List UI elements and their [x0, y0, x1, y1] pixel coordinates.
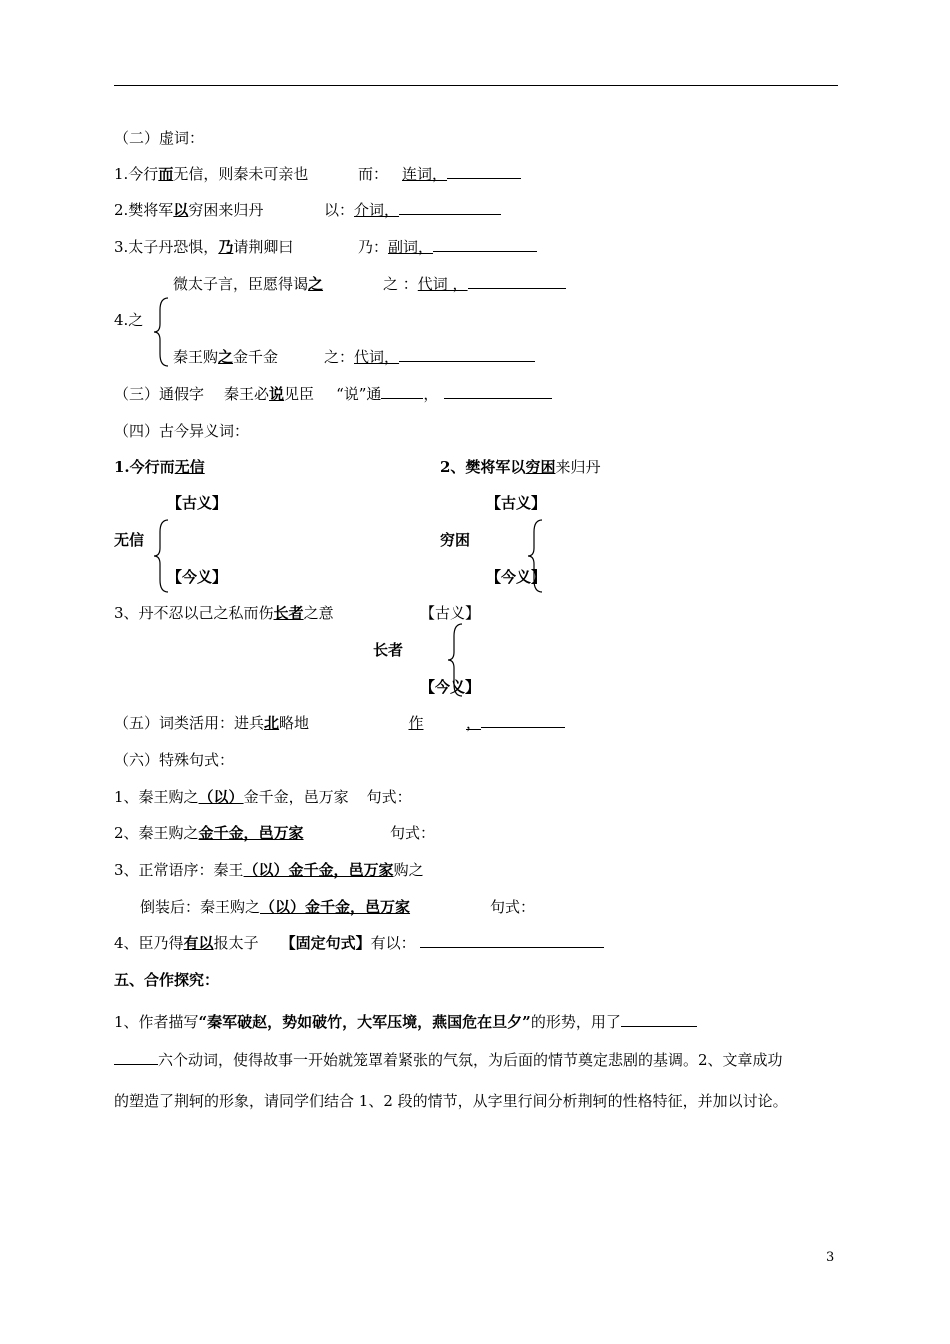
quote-label: “说”通 [336, 385, 382, 403]
word-label: 乃： [358, 238, 389, 256]
tongjiazi-line [114, 384, 552, 404]
sentence-post: 见臣 [284, 385, 315, 403]
jin-label-1: 【今义】 [167, 568, 228, 586]
answer-blank[interactable] [447, 164, 521, 179]
word-wuxin: 无信 [114, 531, 145, 549]
key-char: 说 [269, 385, 285, 403]
xuci-4-label: 4.之 [114, 311, 144, 329]
sentence-post: 金千金，邑万家 [243, 788, 349, 806]
key-phrase: （以）金千金，邑万家 [260, 898, 411, 916]
key-char: 之 [308, 275, 324, 293]
separator: ， [423, 385, 439, 403]
sentence-post: 穷困来归丹 [188, 201, 264, 219]
question-1-cont [114, 1050, 783, 1070]
teshu-line-1 [114, 787, 412, 807]
sentence-pre: 1.今行 [114, 165, 159, 183]
answer-text: 介词， [354, 201, 400, 219]
sentence-post: 购之 [393, 861, 424, 879]
question-1 [114, 1012, 697, 1032]
word-qiongkun: 穷困 [440, 531, 471, 549]
cilei-line [114, 713, 309, 733]
item-post: 来归丹 [555, 458, 601, 476]
section-title-tongjiazi: （三）通假字 [114, 385, 205, 403]
item-pre: 3、丹不忍以己之私而伤 [114, 604, 274, 622]
xuci-line-2 [114, 200, 263, 220]
key-char: 而 [158, 165, 174, 183]
sentence-pre: 秦王购 [173, 348, 219, 366]
jin-label-2: 【今义】 [486, 568, 547, 586]
xuci-answer-3 [358, 237, 537, 257]
gujin-item-2 [440, 457, 600, 477]
key-phrase: （以）金千金，邑万家 [243, 861, 394, 879]
answer-text: 副词， [388, 238, 434, 256]
xuci-answer-4a [383, 274, 566, 294]
sentence-post: 请荆卿曰 [233, 238, 294, 256]
left-brace-icon [152, 296, 172, 368]
sentence-pre: 3.太子丹恐惧， [114, 238, 219, 256]
section-title-gujin: （四）古今异义词： [114, 422, 250, 440]
xuci-line-4a [173, 274, 323, 294]
sentence-post: 略地 [279, 714, 310, 732]
section-title-cilei: （五）词类活用：进兵 [114, 714, 265, 732]
header-rule [114, 85, 838, 86]
item-pre: 1.今行而 [114, 458, 175, 476]
answer-blank[interactable] [420, 933, 604, 948]
answer-blank[interactable] [114, 1050, 158, 1065]
answer-text [366, 713, 466, 733]
key-word: 穷困 [525, 458, 556, 476]
sentence-pre: 2、秦王购之 [114, 824, 199, 842]
word-label: 以： [324, 201, 355, 219]
word-label: 之 ： [383, 275, 418, 293]
gu-label-1: 【古义】 [167, 494, 228, 512]
key-phrase: 金千金，邑万家 [198, 824, 304, 842]
word-label: 之： [324, 348, 355, 366]
sentence-pre: 微太子言，臣愿得谒 [173, 275, 309, 293]
section-title-xuci: （二）虚词： [114, 129, 205, 147]
xuci-line-1 [114, 164, 308, 184]
teshu-line-3b [140, 897, 410, 917]
answer-text: 代词， [354, 348, 400, 366]
gujin-item-1 [114, 457, 205, 477]
xuci-answer-2 [324, 200, 501, 220]
gu-label-2: 【古义】 [486, 494, 547, 512]
page-number: 3 [826, 1250, 835, 1265]
answer-blank[interactable] [621, 1012, 697, 1027]
item-pre: 2、樊将军以 [440, 458, 526, 476]
answer-blank[interactable] [433, 237, 537, 252]
sentence-pre: 1、秦王购之 [114, 788, 199, 806]
sentence-post: 报太子 [213, 934, 259, 952]
teshu-line-4 [114, 933, 604, 953]
key-word: 长者 [273, 604, 304, 622]
answer-blank[interactable] [481, 713, 565, 728]
sentence-pre: 4、臣乃得 [114, 934, 184, 952]
sentence-pre: 3、正常语序：秦王 [114, 861, 244, 879]
key-char: 乃 [218, 238, 234, 256]
gu-label-3: 【古义】 [420, 604, 481, 622]
key-char: 北 [264, 714, 280, 732]
sentence-pre: 秦王必 [224, 385, 270, 403]
key-char: 之 [218, 348, 234, 366]
separator: ， [466, 714, 482, 732]
key-phrase: （以） [198, 788, 244, 806]
sentence-pre: 2.樊将军 [114, 201, 174, 219]
cilei-answer [366, 713, 565, 733]
word-label: 而： [358, 165, 389, 183]
key-phrase: 有以 [183, 934, 214, 952]
sentence-post: 金千金 [233, 348, 279, 366]
question-2: 的塑造了荆轲的形象，请同学们结合 1、2 段的情节，从字里行间分析荆轲的性格特征，并加以讨论。 [114, 1092, 788, 1110]
xuci-answer-4b [324, 347, 535, 367]
key-char: 以 [173, 201, 189, 219]
q1-pre: 1、作者描写 [114, 1013, 199, 1031]
answer-blank[interactable] [381, 384, 423, 399]
answer-zuo: 作 [408, 714, 424, 732]
gujin-item-3 [114, 603, 334, 623]
teshu-tag-2: 句式： [390, 824, 436, 842]
xuci-line-4b [173, 347, 278, 367]
xuci-line-3 [114, 237, 293, 257]
answer-blank[interactable] [468, 274, 566, 289]
answer-label: 有以： [370, 934, 416, 952]
teshu-tag-3b: 句式： [490, 898, 536, 916]
answer-text: 连词， [402, 165, 448, 183]
q1-cont: 六个动词，使得故事一开始就笼罩着紧张的气氛，为后面的情节奠定悲剧的基调。2、文章成功 [158, 1051, 783, 1069]
section-title-teshu: （六）特殊句式： [114, 751, 235, 769]
answer-blank[interactable] [399, 200, 501, 215]
answer-text: 代词 ， [417, 275, 468, 293]
answer-blank[interactable] [399, 347, 535, 362]
answer-blank[interactable] [444, 384, 552, 399]
teshu-line-2 [114, 823, 314, 843]
q1-quote: “秦军破赵，势如破竹，大军压境，燕国危在旦夕” [198, 1013, 531, 1031]
teshu-line-3 [114, 860, 424, 880]
tag-label: 句式： [366, 788, 412, 806]
section-title-hezuo: 五、合作探究： [114, 971, 220, 989]
item-post: 之意 [303, 604, 334, 622]
xuci-answer-1 [358, 164, 521, 184]
tag-label: 【固定句式】 [280, 934, 371, 952]
sentence-pre: 倒装后：秦王购之 [140, 898, 261, 916]
q1-post: 的形势，用了 [530, 1013, 621, 1031]
jin-label-3: 【今义】 [420, 678, 481, 696]
sentence-post: 无信，则秦未可亲也 [173, 165, 309, 183]
word-zhangzhe: 长者 [373, 641, 404, 659]
key-word: 无信 [174, 458, 205, 476]
